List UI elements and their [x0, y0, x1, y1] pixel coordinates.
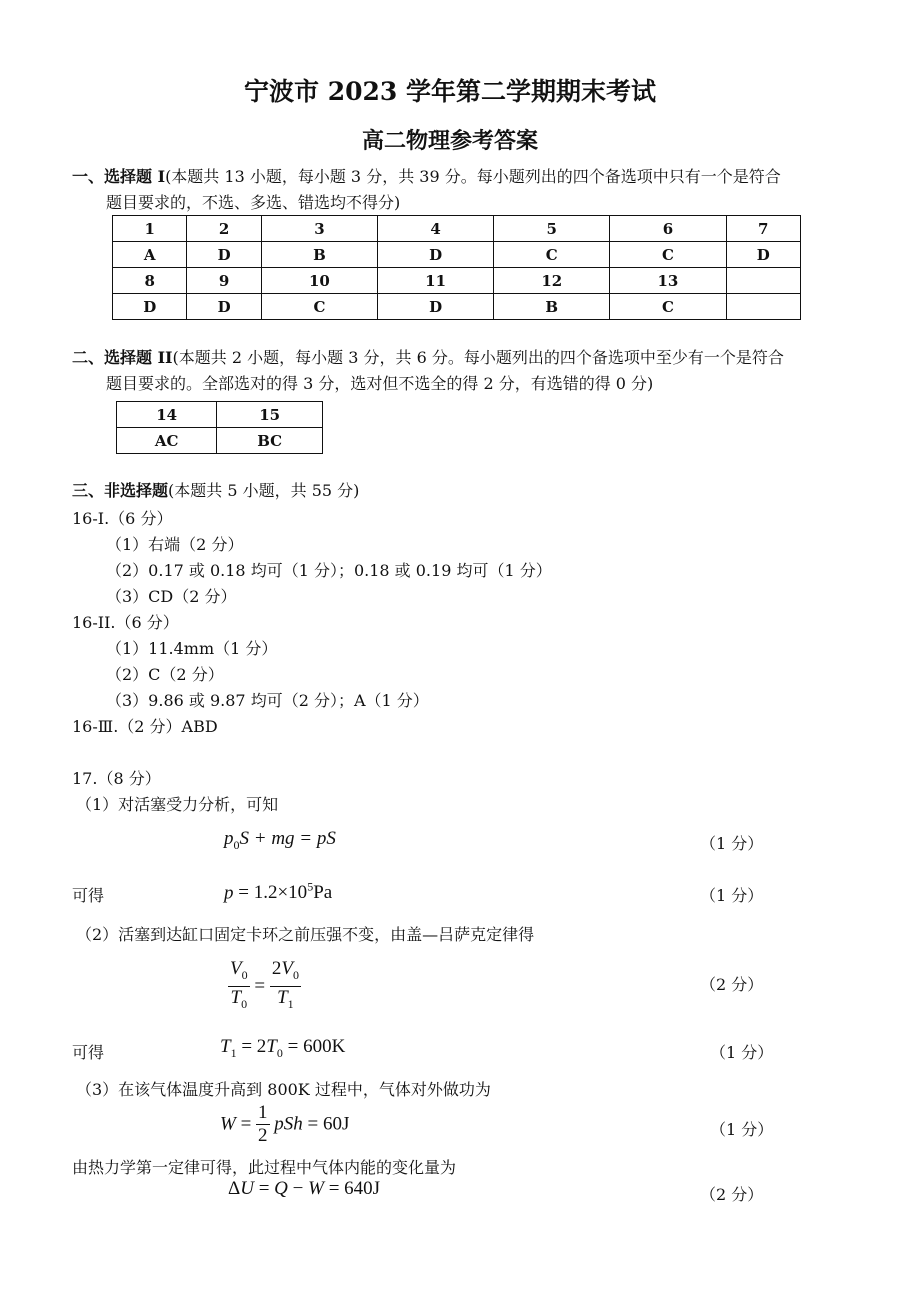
section2-heading-line [72, 345, 784, 371]
table-cell: 9 [187, 268, 261, 294]
equation-pressure: $p = 1.2\times 10^5Pa$ [224, 880, 333, 904]
q17-kede-2: 可得 [72, 1043, 105, 1062]
table-cell: 15 [217, 402, 323, 428]
table-row [117, 402, 323, 428]
table-cell: D [187, 242, 261, 268]
score-eq6: （2 分） [700, 1185, 764, 1204]
table-cell: 3 [261, 216, 377, 242]
table-cell: AC [117, 428, 217, 454]
section1-desc-2: 题目要求的，不选、多选、错选均不得分) [106, 193, 401, 212]
table-cell: C [610, 242, 726, 268]
table-cell: 13 [610, 268, 726, 294]
q16-ii-heading: 16-II.（6 分） [72, 613, 179, 632]
score-eq3: （2 分） [700, 975, 764, 994]
table-cell: D [113, 294, 187, 320]
equation-gay-lussac: $\frac{V_0}{T_0}$ = $\frac{2V_0}{T_1}$ [230, 958, 299, 1011]
section1-answer-table [112, 215, 801, 320]
table-cell [726, 268, 800, 294]
equation-force-balance: $p_0S$ + mg = pS [224, 828, 336, 852]
q16-ii-2: （2）C（2 分） [106, 665, 224, 684]
page-subtitle: 高二物理参考答案 [361, 128, 538, 154]
page-title: 宁波市 2023 学年第二学期期末考试 [244, 77, 656, 106]
q16-i-2: （2）0.17 或 0.18 均可（1 分）；0.18 或 0.19 均可（1 分） [106, 561, 552, 580]
q17-heading: 17.（8 分） [72, 769, 161, 788]
table-row [113, 268, 801, 294]
section3-desc: (本题共 5 小题，共 55 分) [168, 481, 360, 500]
table-cell: BC [217, 428, 323, 454]
section2-desc: (本题共 2 小题，每小题 3 分，共 6 分。每小题列出的四个备选项中至少有一个是符合 [172, 348, 784, 367]
table-row [117, 428, 323, 454]
table-cell: D [187, 294, 261, 320]
table-cell: 1 [113, 216, 187, 242]
table-row [113, 294, 801, 320]
section1-heading: 一、选择题 I [72, 167, 166, 186]
q16-iii: 16-Ⅲ.（2 分）ABD [72, 717, 218, 736]
table-cell: D [726, 242, 800, 268]
equation-work: W = $\frac{1}{2}$ pSh = 60J [220, 1102, 350, 1146]
table-cell: C [494, 242, 610, 268]
table-cell: 14 [117, 402, 217, 428]
table-cell: 8 [113, 268, 187, 294]
section3-heading-line [72, 478, 359, 504]
score-eq1: （1 分） [700, 834, 764, 853]
section1-heading-line [72, 164, 781, 190]
table-cell: D [378, 294, 494, 320]
table-cell: 10 [261, 268, 377, 294]
table-cell: C [261, 294, 377, 320]
section1-desc: (本题共 13 小题，每小题 3 分，共 39 分。每小题列出的四个备选项中只有一个是符合 [165, 167, 781, 186]
table-row [113, 242, 801, 268]
table-cell: 6 [610, 216, 726, 242]
section2-heading: 二、选择题 II [72, 348, 173, 367]
q16-ii-1: （1）11.4mm（1 分） [106, 639, 278, 658]
table-cell: B [261, 242, 377, 268]
q16-ii-3: （3）9.86 或 9.87 均可（2 分）；A（1 分） [106, 691, 429, 710]
q17-kede-1: 可得 [72, 886, 105, 905]
table-cell: 11 [378, 268, 494, 294]
section2-desc-2: 题目要求的。全部选对的得 3 分，选对但不选全的得 2 分，有选错的得 0 分) [106, 374, 654, 393]
table-cell: 12 [494, 268, 610, 294]
q17-part2: （2）活塞到达缸口固定卡环之前压强不变，由盖—吕萨克定律得 [76, 925, 535, 944]
table-row [113, 216, 801, 242]
score-eq5: （1 分） [710, 1120, 774, 1139]
q17-part1: （1）对活塞受力分析，可知 [76, 795, 279, 814]
score-eq2: （1 分） [700, 886, 764, 905]
table-cell: 4 [378, 216, 494, 242]
equation-internal-energy: ΔU = Q − W = 640J [228, 1178, 381, 1199]
q17-part3: （3）在该气体温度升高到 800K 过程中，气体对外做功为 [76, 1080, 491, 1099]
table-cell [726, 294, 800, 320]
table-cell: 7 [726, 216, 800, 242]
table-cell: 5 [494, 216, 610, 242]
table-cell: 2 [187, 216, 261, 242]
equation-temperature: $T_1 = 2T_0 = 600K$ [220, 1036, 346, 1060]
table-cell: B [494, 294, 610, 320]
q16-i-3: （3）CD（2 分） [106, 587, 237, 606]
table-cell: D [378, 242, 494, 268]
q16-i-1: （1）右端（2 分） [106, 535, 244, 554]
q16-i-heading: 16-I.（6 分） [72, 509, 173, 528]
section2-answer-table [116, 401, 323, 454]
q17-part4: 由热力学第一定律可得，此过程中气体内能的变化量为 [72, 1158, 457, 1177]
table-cell: C [610, 294, 726, 320]
score-eq4: （1 分） [710, 1043, 774, 1062]
table-cell: A [113, 242, 187, 268]
section3-heading: 三、非选择题 [72, 481, 169, 500]
